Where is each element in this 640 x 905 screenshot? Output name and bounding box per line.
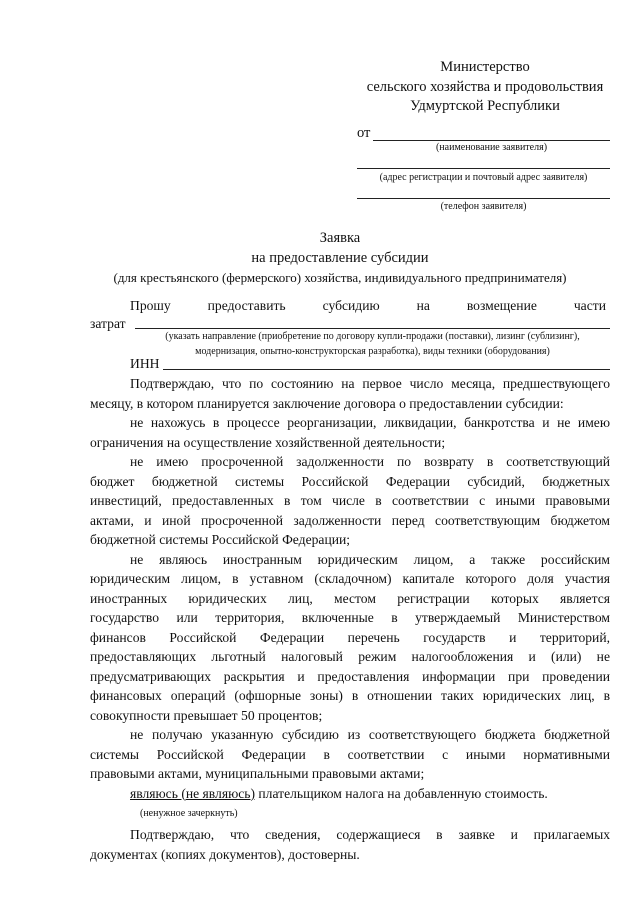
addressee-block — [330, 58, 640, 117]
condition-3-line: предоставляющих льготный налоговый режим налогообложения и (или) не — [90, 649, 610, 664]
condition-3-line: предусматривающих раскрытия и предоставления информации при проведении — [90, 668, 610, 684]
request-word: предоставить — [207, 298, 286, 313]
applicant-address-caption: (адрес регистрации и почтовый адрес заявителя) — [379, 172, 588, 183]
final-confirm-line-2: документах (копиях документов), достоверны. — [90, 846, 360, 862]
from-label: от — [357, 125, 371, 141]
title-line-1: Заявка — [319, 230, 361, 246]
condition-3-line: не являюсь иностранным юридическим лицом, а также российским — [130, 551, 610, 567]
condition-3-line: государство или территория, включенные в утверждаемый Министерством — [90, 610, 610, 625]
condition-3-line: финансовых операций (офшорные зоны) в отношении таких юридических лиц, в — [90, 688, 610, 703]
request-word: возмещение — [466, 298, 537, 313]
expense-caption-line-2: модернизация, опытно-конструкторская разработка), виды техники (оборудования) — [195, 346, 550, 357]
expense-direction-caption — [135, 329, 610, 359]
title-line-3: (для крестьянского (фермерского) хозяйства, индивидуального предпринимателя) — [113, 270, 567, 285]
addressee-line-3: Удмуртской Республики — [410, 98, 560, 114]
request-line — [130, 296, 606, 316]
applicant-address-field[interactable] — [357, 168, 610, 169]
condition-2-line: актами, и иной просроченной задолженности перед соответствующим бюджетом — [90, 512, 610, 528]
vat-status-line — [90, 784, 610, 804]
confirm-line-1: Подтверждаю, что по состоянию на первое число месяца, предшествующего — [130, 376, 610, 391]
condition-3-line: совокупности превышает 50 процентов; — [90, 707, 323, 723]
condition-4-line: не получаю указанную субсидию из соответствующего бюджета бюджетной — [130, 727, 610, 742]
applicant-name-caption: (наименование заявителя) — [435, 142, 548, 153]
condition-2-line: не имею просроченной задолженности по возврату в соответствующий — [130, 454, 610, 469]
request-word: на — [416, 298, 430, 313]
vat-status-rest: плательщиком налога на добавленную стоимость. — [255, 785, 548, 801]
condition-3-line: юридическим лицом, в уставном (складочном) капитале которого доля участия — [90, 571, 610, 586]
condition-2-line: бюджет бюджетной системы Российской Федерации субсидий, бюджетных — [90, 473, 610, 489]
applicant-phone-caption: (телефон заявителя) — [440, 201, 527, 212]
applicant-name-field[interactable] — [373, 140, 610, 141]
document-body — [90, 374, 610, 864]
condition-4-line: правовыми актами, муниципальными правовыми актами; — [90, 766, 425, 781]
document-title — [80, 229, 600, 288]
addressee-line-1: Министерство — [440, 59, 530, 75]
request-word: Прошу — [130, 298, 171, 313]
vat-status-choice[interactable]: являюсь (не являюсь) — [130, 785, 255, 801]
request-word: субсидию — [322, 298, 380, 313]
final-confirm-line-1: Подтверждаю, что сведения, содержащиеся в заявке и прилагаемых — [130, 827, 610, 842]
condition-3-line: финансов Российской Федерации перечень государств и территорий, — [90, 629, 610, 645]
condition-1-line-2: ограничения на осуществление хозяйственной деятельности; — [90, 434, 446, 450]
applicant-phone-field[interactable] — [357, 198, 610, 199]
condition-2-line: бюджетной системы Российской Федерации; — [90, 532, 351, 547]
request-word: части — [573, 298, 606, 313]
condition-2-line: инвестиций, предоставленных в том числе в соответствии с иными правовыми — [90, 493, 610, 508]
vat-caption: (ненужное зачеркнуть) — [140, 808, 238, 819]
confirm-line-2: месяцу, в котором планируется заключение договора о предоставлении субсидии: — [90, 395, 564, 411]
condition-3-line: иностранных юридических лиц, местом регистрации которых является — [90, 590, 610, 606]
inn-label: ИНН — [130, 356, 160, 371]
condition-1-line-1: не нахожусь в процессе реорганизации, ликвидации, банкротства и не имею — [130, 415, 610, 430]
addressee-line-2: сельского хозяйства и продовольствия — [366, 78, 604, 95]
title-line-2: на предоставление субсидии — [251, 249, 429, 266]
zatrat-label: затрат — [90, 316, 126, 331]
inn-field[interactable] — [163, 369, 610, 370]
expense-caption-line-1: (указать направление (приобретение по договору купли-продажи (поставки), лизинг (сублизинг), — [165, 331, 580, 342]
condition-4-line: системы Российской Федерации в соответствии с иными нормативными — [90, 746, 610, 762]
